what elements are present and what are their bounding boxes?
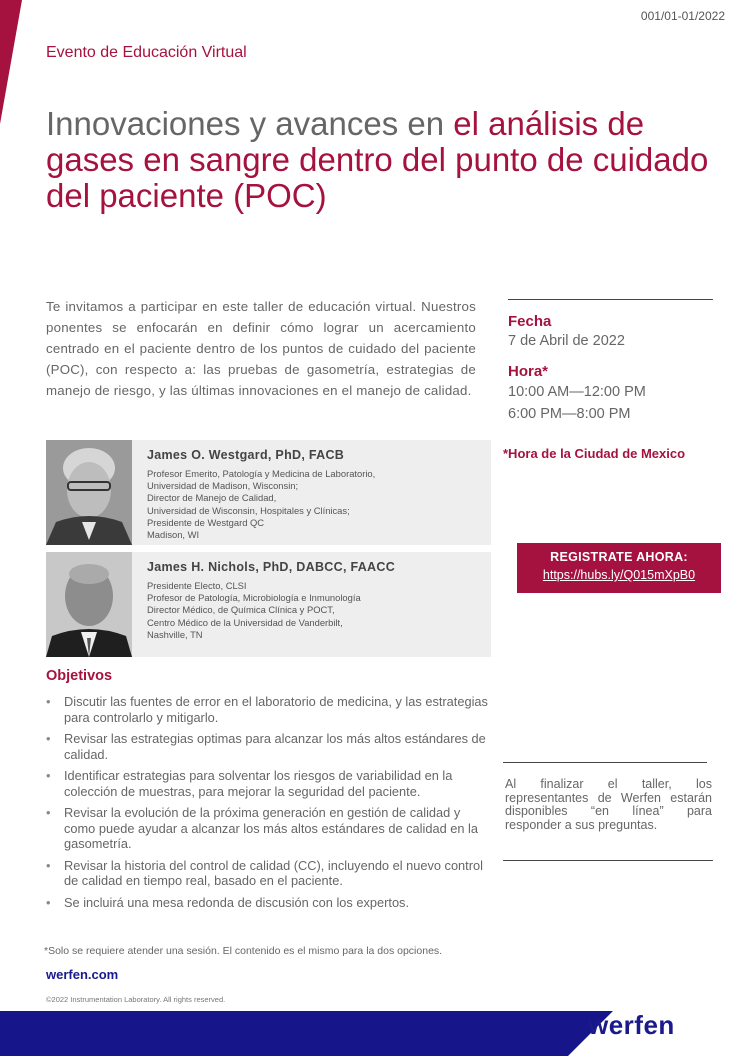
speaker-line: Profesor de Patología, Microbiología e Inmunología xyxy=(147,592,361,604)
bullet-icon: • xyxy=(46,768,51,783)
bullet-icon: • xyxy=(46,694,51,709)
speaker-card xyxy=(46,440,491,545)
speaker-line: Presidente Electo, CLSI xyxy=(147,580,247,591)
divider xyxy=(503,860,713,861)
objectives-list xyxy=(46,694,491,916)
time-slot-2: 6:00 PM—8:00 PM xyxy=(508,406,631,422)
timezone-note: *Hora de la Ciudad de Mexico xyxy=(503,446,686,461)
followup-note: Al finalizar el taller, los representantes de Werfen estarán disponibles “en línea” para responder a sus preguntas. xyxy=(505,777,712,832)
speaker-line: Centro Médico de la Universidad de Vanderbilt, xyxy=(147,616,343,628)
speaker-line: Director Médico, de Química Clínica y POCT, xyxy=(147,604,335,616)
speaker-photo xyxy=(46,552,132,657)
speaker-affiliations xyxy=(147,468,375,541)
speaker-photo xyxy=(46,440,132,545)
session-footnote: *Solo se requiere atender una sesión. El contenido es el mismo para la dos opciones. xyxy=(44,945,443,957)
list-item: • Revisar las estrategias optimas para alcanzar los más altos estándares de calidad. xyxy=(46,731,486,762)
time-label: Hora* xyxy=(508,363,549,380)
speaker-line: Universidad de Wisconsin, Hospitales y Clínicas; xyxy=(147,504,350,516)
bullet-icon: • xyxy=(46,857,51,873)
bullet-icon: • xyxy=(46,731,51,746)
objectives-title: Objetivos xyxy=(46,668,113,684)
register-link[interactable]: https://hubs.ly/Q015mXpB0 xyxy=(542,568,696,582)
speaker-line: Nashville, TN xyxy=(147,628,203,640)
intro-paragraph: Te invitamos a participar en este taller de educación virtual. Nuestros ponentes se enfocarán en definir cómo lograr un acercamiento centrado en el paciente dentro de los puntos de cuidado del paciente (POC), con respecto a: las pruebas de gasometría, estrategias de manejo de riesgo, y las últimas innovaciones en el manejo de calidad. xyxy=(46,299,476,398)
document-code: 001/01-01/2022 xyxy=(640,9,725,23)
bullet-icon: • xyxy=(46,805,51,820)
list-item: • Identificar estrategias para solventar los riesgos de variabilidad en la colección de muestras, para mejorar la seguridad del paciente. xyxy=(46,768,453,799)
event-label: Evento de Educación Virtual xyxy=(46,44,247,61)
list-item: • Revisar la evolución de la próxima generación en gestión de calidad y como puede ayudar a alcanzar los más altos estándares de calidad en la gasometría. xyxy=(46,805,479,851)
date-value: 7 de Abril de 2022 xyxy=(508,333,625,349)
speaker-line: Director de Manejo de Calidad, xyxy=(147,492,277,504)
bullet-icon: • xyxy=(46,894,51,910)
speaker-line: Profesor Emerito, Patología y Medicina de Laboratorio, xyxy=(147,468,376,479)
page-title xyxy=(46,106,726,214)
title-plain: Innovaciones y avances en xyxy=(46,105,454,142)
copyright: ©2022 Instrumentation Laboratory. All rights reserved. xyxy=(46,995,226,1004)
register-title: REGISTRATE AHORA: xyxy=(550,550,688,564)
speaker-line: Madison, WI xyxy=(147,529,200,541)
corner-accent xyxy=(0,0,22,124)
divider xyxy=(508,299,713,300)
time-slot-1: 10:00 AM—12:00 PM xyxy=(508,384,646,400)
footer-band xyxy=(0,1011,568,1056)
speaker-card xyxy=(46,552,491,657)
werfen-logo: werfen xyxy=(588,1010,675,1040)
website-link[interactable]: werfen.com xyxy=(46,967,119,982)
speaker-name: James O. Westgard, PhD, FACB xyxy=(147,448,345,462)
list-item: • Revisar la historia del control de calidad (CC), incluyendo el nuevo control de calidad en tiempo real, basado en el paciente. xyxy=(46,857,483,888)
speaker-affiliations xyxy=(147,580,361,641)
speaker-line: Universidad de Madison, Wisconsin; xyxy=(147,480,299,492)
list-item: • Se incluirá una mesa redonda de discusión con los expertos. xyxy=(46,894,410,910)
divider xyxy=(503,762,707,763)
title-accent: el análisis de gases en sangre dentro del punto de cuidado del paciente (POC) xyxy=(46,105,709,214)
date-label: Fecha xyxy=(508,313,552,330)
register-banner xyxy=(517,543,721,593)
speaker-name: James H. Nichols, PhD, DABCC, FAACC xyxy=(147,560,396,574)
speaker-line: Presidente de Westgard QC xyxy=(147,516,265,528)
list-item: • Discutir las fuentes de error en el laboratorio de medicina, y las estrategias para controlarlo y mitigarlo. xyxy=(46,694,488,725)
